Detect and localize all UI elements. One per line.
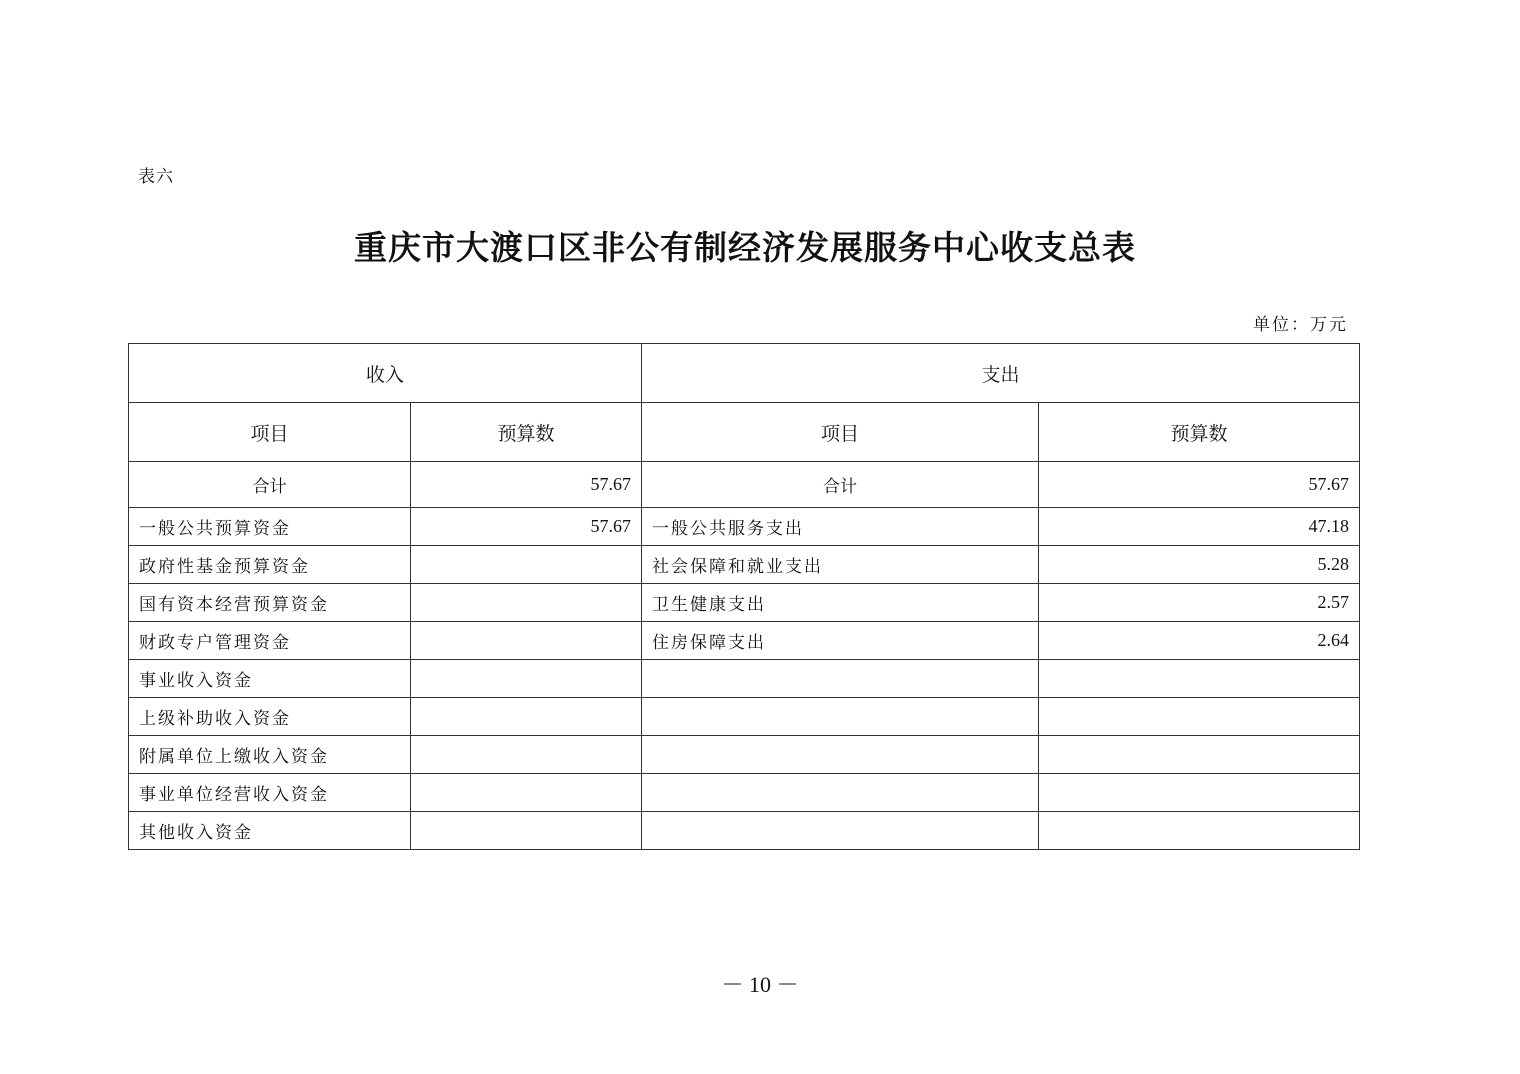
income-value-cell	[411, 622, 642, 660]
expense-item-cell	[642, 812, 1039, 850]
table-row	[129, 812, 1360, 850]
table-row	[129, 584, 1360, 622]
column-header-row	[129, 403, 1360, 462]
income-expense-table	[128, 343, 1360, 850]
expense-item-cell: 社会保障和就业支出	[642, 546, 1039, 584]
document-title: 重庆市大渡口区非公有制经济发展服务中心收支总表	[354, 228, 1136, 267]
income-value-cell	[411, 584, 642, 622]
expense-value-cell: 47.18	[1039, 508, 1360, 546]
income-item-cell: 财政专户管理资金	[129, 622, 411, 660]
expense-value-cell	[1039, 698, 1360, 736]
expense-value-cell: 2.64	[1039, 622, 1360, 660]
expense-value-cell: 5.28	[1039, 546, 1360, 584]
income-total-value: 57.67	[411, 462, 642, 508]
expense-item-cell: 卫生健康支出	[642, 584, 1039, 622]
income-item-cell: 附属单位上缴收入资金	[129, 736, 411, 774]
expense-value-cell: 2.57	[1039, 584, 1360, 622]
income-item-header: 项目	[129, 403, 411, 462]
expense-item-cell	[642, 660, 1039, 698]
expense-total-value: 57.67	[1039, 462, 1360, 508]
income-item-cell: 国有资本经营预算资金	[129, 584, 411, 622]
page-number: － 10 －	[721, 972, 799, 997]
expense-item-cell: 一般公共服务支出	[642, 508, 1039, 546]
income-value-cell	[411, 660, 642, 698]
expense-item-header: 项目	[642, 403, 1039, 462]
table-row	[129, 622, 1360, 660]
expense-total-label: 合计	[642, 462, 1039, 508]
income-item-cell: 政府性基金预算资金	[129, 546, 411, 584]
expense-value-cell	[1039, 812, 1360, 850]
income-value-cell	[411, 774, 642, 812]
income-item-cell: 上级补助收入资金	[129, 698, 411, 736]
income-value-cell	[411, 698, 642, 736]
section-header-row	[129, 344, 1360, 403]
expense-value-cell	[1039, 660, 1360, 698]
income-section-header: 收入	[129, 344, 642, 403]
total-row	[129, 462, 1360, 508]
table-label: 表六	[138, 167, 174, 187]
income-item-cell: 一般公共预算资金	[129, 508, 411, 546]
income-item-cell: 事业单位经营收入资金	[129, 774, 411, 812]
expense-item-cell	[642, 736, 1039, 774]
expense-budget-header: 预算数	[1039, 403, 1360, 462]
table-row	[129, 546, 1360, 584]
income-value-cell	[411, 812, 642, 850]
unit-label: 单位：万元	[1253, 315, 1348, 335]
expense-value-cell	[1039, 736, 1360, 774]
expense-value-cell	[1039, 774, 1360, 812]
table-row	[129, 774, 1360, 812]
expense-item-cell	[642, 774, 1039, 812]
expense-item-cell: 住房保障支出	[642, 622, 1039, 660]
table-row	[129, 698, 1360, 736]
table-row	[129, 736, 1360, 774]
expense-item-cell	[642, 698, 1039, 736]
income-total-label: 合计	[129, 462, 411, 508]
income-value-cell: 57.67	[411, 508, 642, 546]
income-item-cell: 事业收入资金	[129, 660, 411, 698]
income-value-cell	[411, 546, 642, 584]
table-row	[129, 660, 1360, 698]
income-budget-header: 预算数	[411, 403, 642, 462]
table-row	[129, 508, 1360, 546]
expense-section-header: 支出	[642, 344, 1360, 403]
income-value-cell	[411, 736, 642, 774]
income-item-cell: 其他收入资金	[129, 812, 411, 850]
